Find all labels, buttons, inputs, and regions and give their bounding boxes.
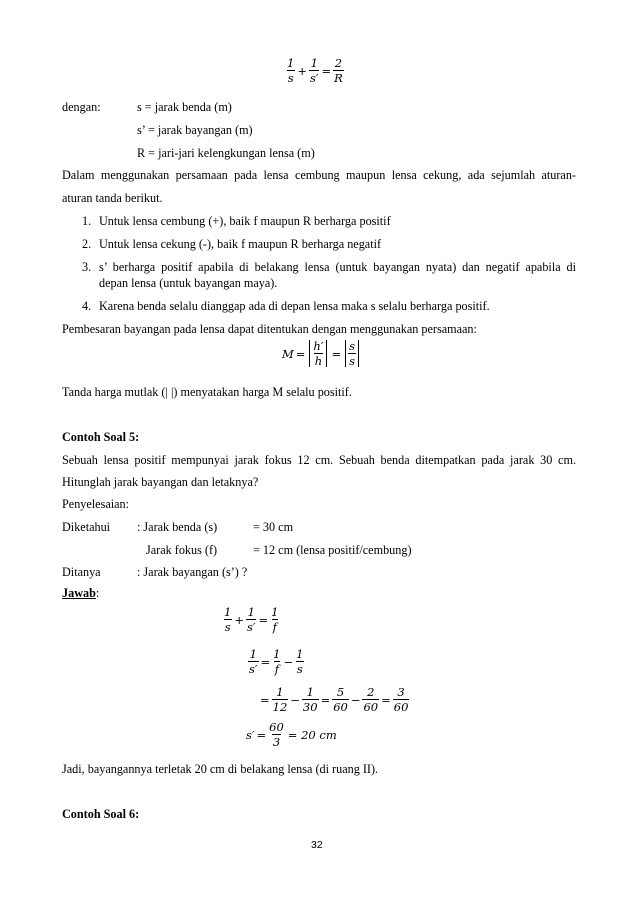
rule-number: 2. [82, 237, 92, 251]
rule-text: Untuk lensa cembung (+), baik f maupun R berharga positif [99, 214, 391, 228]
solution-line-1 [223, 606, 279, 633]
fraction [309, 57, 320, 84]
numerator: 1 [310, 56, 318, 70]
penyelesaian-label: Penyelesaian: [62, 497, 130, 511]
definition-s: s = jarak benda (m) [137, 100, 232, 114]
numerator: 1 [306, 685, 314, 699]
denominator: 60 [393, 700, 409, 715]
paragraph-absolute-value: Tanda harga mutlak (| |) menyatakan harga M selalu positif. [62, 385, 352, 399]
jawab-colon: : [95, 586, 100, 600]
equals-sign: = [256, 727, 267, 742]
equals-sign: = [321, 63, 332, 78]
denominator: 60 [333, 700, 348, 715]
numerator: 1 [271, 605, 279, 619]
numerator: 1 [249, 647, 257, 661]
fraction [393, 686, 410, 713]
numerator: 1 [296, 647, 304, 661]
example-6-title: Contoh Soal 6: [62, 807, 140, 821]
definition-s-prime: s’ = jarak bayangan (m) [137, 123, 253, 137]
rule-text-cont: depan lensa (untuk bayangan maya). [99, 276, 278, 290]
numerator: s [349, 339, 355, 353]
numerator: 1 [287, 56, 295, 70]
fraction [246, 606, 257, 633]
denominator: s′ [249, 662, 258, 677]
minus-sign: − [350, 692, 361, 707]
denominator: s [287, 71, 294, 86]
numerator: h′ [313, 339, 324, 353]
rule-number: 4. [82, 299, 92, 313]
equals-sign: = [331, 346, 342, 361]
magnification-symbol: M [282, 346, 294, 361]
absolute-value [309, 340, 327, 367]
equals-sign: = [260, 654, 271, 669]
paragraph-rules-intro-cont: aturan tanda berikut. [62, 191, 163, 205]
denominator: s [224, 620, 231, 635]
jawab-text: Jawab [62, 586, 96, 600]
asked-value: : Jarak bayangan (s’) ? [137, 565, 248, 579]
fraction [268, 721, 285, 748]
fraction [270, 606, 279, 633]
rule-text: Karena benda selalu dianggap ada di depan lensa maka s selalu berharga positif. [99, 299, 490, 313]
numerator: 1 [247, 605, 255, 619]
paragraph-magnification: Pembesaran bayangan pada lensa dapat ditentukan dengan menggunakan persamaan: [62, 322, 477, 336]
magnification-equation [282, 340, 361, 367]
example-5-conclusion: Jadi, bayangannya terletak 20 cm di belakang lensa (di ruang II). [62, 762, 379, 776]
rule-number: 3. [82, 260, 92, 274]
solution-line-3 [258, 686, 409, 713]
fraction [362, 686, 379, 713]
numerator: 1 [224, 605, 232, 619]
denominator: R [334, 71, 343, 86]
equals-sign: = [295, 346, 306, 361]
denominator: 12 [272, 700, 288, 715]
s-prime-symbol: s′ [246, 727, 255, 742]
equals-sign: = [260, 692, 270, 707]
fraction [286, 57, 295, 84]
solution-line-2 [248, 648, 304, 675]
example-5-question-cont: Hitunglah jarak bayangan dan letaknya? [62, 475, 259, 489]
numerator: 3 [397, 685, 405, 699]
example-5-title: Contoh Soal 5: [62, 430, 140, 444]
definition-r: R = jari-jari kelengkungan lensa (m) [137, 146, 315, 160]
minus-sign: − [283, 654, 294, 669]
numerator: 2 [334, 56, 343, 70]
numerator: 1 [276, 685, 284, 699]
plus-sign: + [297, 63, 307, 78]
equals-sign: = [381, 692, 391, 707]
paragraph-rules-intro: Dalam menggunakan persamaan pada lensa cembung maupun lensa cekung, ada sejumlah aturan- [62, 168, 576, 182]
diketahui-label: Diketahui [62, 520, 111, 534]
lens-equation [286, 57, 344, 84]
page-number: 32 [311, 839, 323, 851]
known-name: Jarak fokus (f) [146, 543, 218, 557]
fraction [332, 686, 349, 713]
denominator: f [274, 662, 279, 677]
fraction [248, 648, 259, 675]
minus-sign: − [290, 692, 300, 707]
rule-text: Untuk lensa cekung (-), baik f maupun R berharga negatif [99, 237, 382, 251]
absolute-value [345, 340, 359, 367]
dengan-label: dengan: [62, 100, 101, 114]
fraction [333, 57, 344, 84]
known-value: = 12 cm (lensa positif/cembung) [253, 543, 412, 557]
fraction [223, 606, 232, 633]
fraction [272, 686, 289, 713]
denominator: 3 [272, 735, 281, 750]
numerator: 1 [273, 647, 281, 661]
denominator: 60 [363, 700, 379, 715]
example-5-question: Sebuah lensa positif mempunyai jarak fokus 12 cm. Sebuah benda ditempatkan pada jarak 30 cm. [62, 453, 576, 467]
equals-sign: = [320, 692, 331, 707]
denominator: s′ [246, 620, 256, 635]
fraction [348, 340, 356, 367]
denominator: 30 [302, 700, 318, 715]
numerator: 5 [336, 685, 345, 699]
numerator: 2 [367, 685, 375, 699]
equals-sign: = [258, 612, 269, 627]
denominator: s′ [309, 71, 319, 86]
plus-sign: + [234, 612, 244, 627]
known-name: : Jarak benda (s) [137, 520, 218, 534]
fraction [302, 686, 319, 713]
rule-text: s’ berharga positif apabila di belakang lensa (untuk bayangan nyata) dan negatif apabila di [99, 260, 576, 274]
solution-line-4 [246, 721, 337, 748]
fraction [295, 648, 304, 675]
denominator: f [272, 620, 277, 635]
denominator: s [349, 354, 355, 369]
ditanya-label: Ditanya [62, 565, 101, 579]
fraction [312, 340, 324, 367]
denominator: s [296, 662, 303, 677]
rule-number: 1. [82, 214, 92, 228]
numerator: 60 [269, 720, 284, 734]
known-value: = 30 cm [253, 520, 294, 534]
jawab-label [62, 587, 99, 599]
denominator: h [314, 354, 323, 369]
result-value: = 20 cm [287, 727, 337, 742]
fraction [272, 648, 281, 675]
